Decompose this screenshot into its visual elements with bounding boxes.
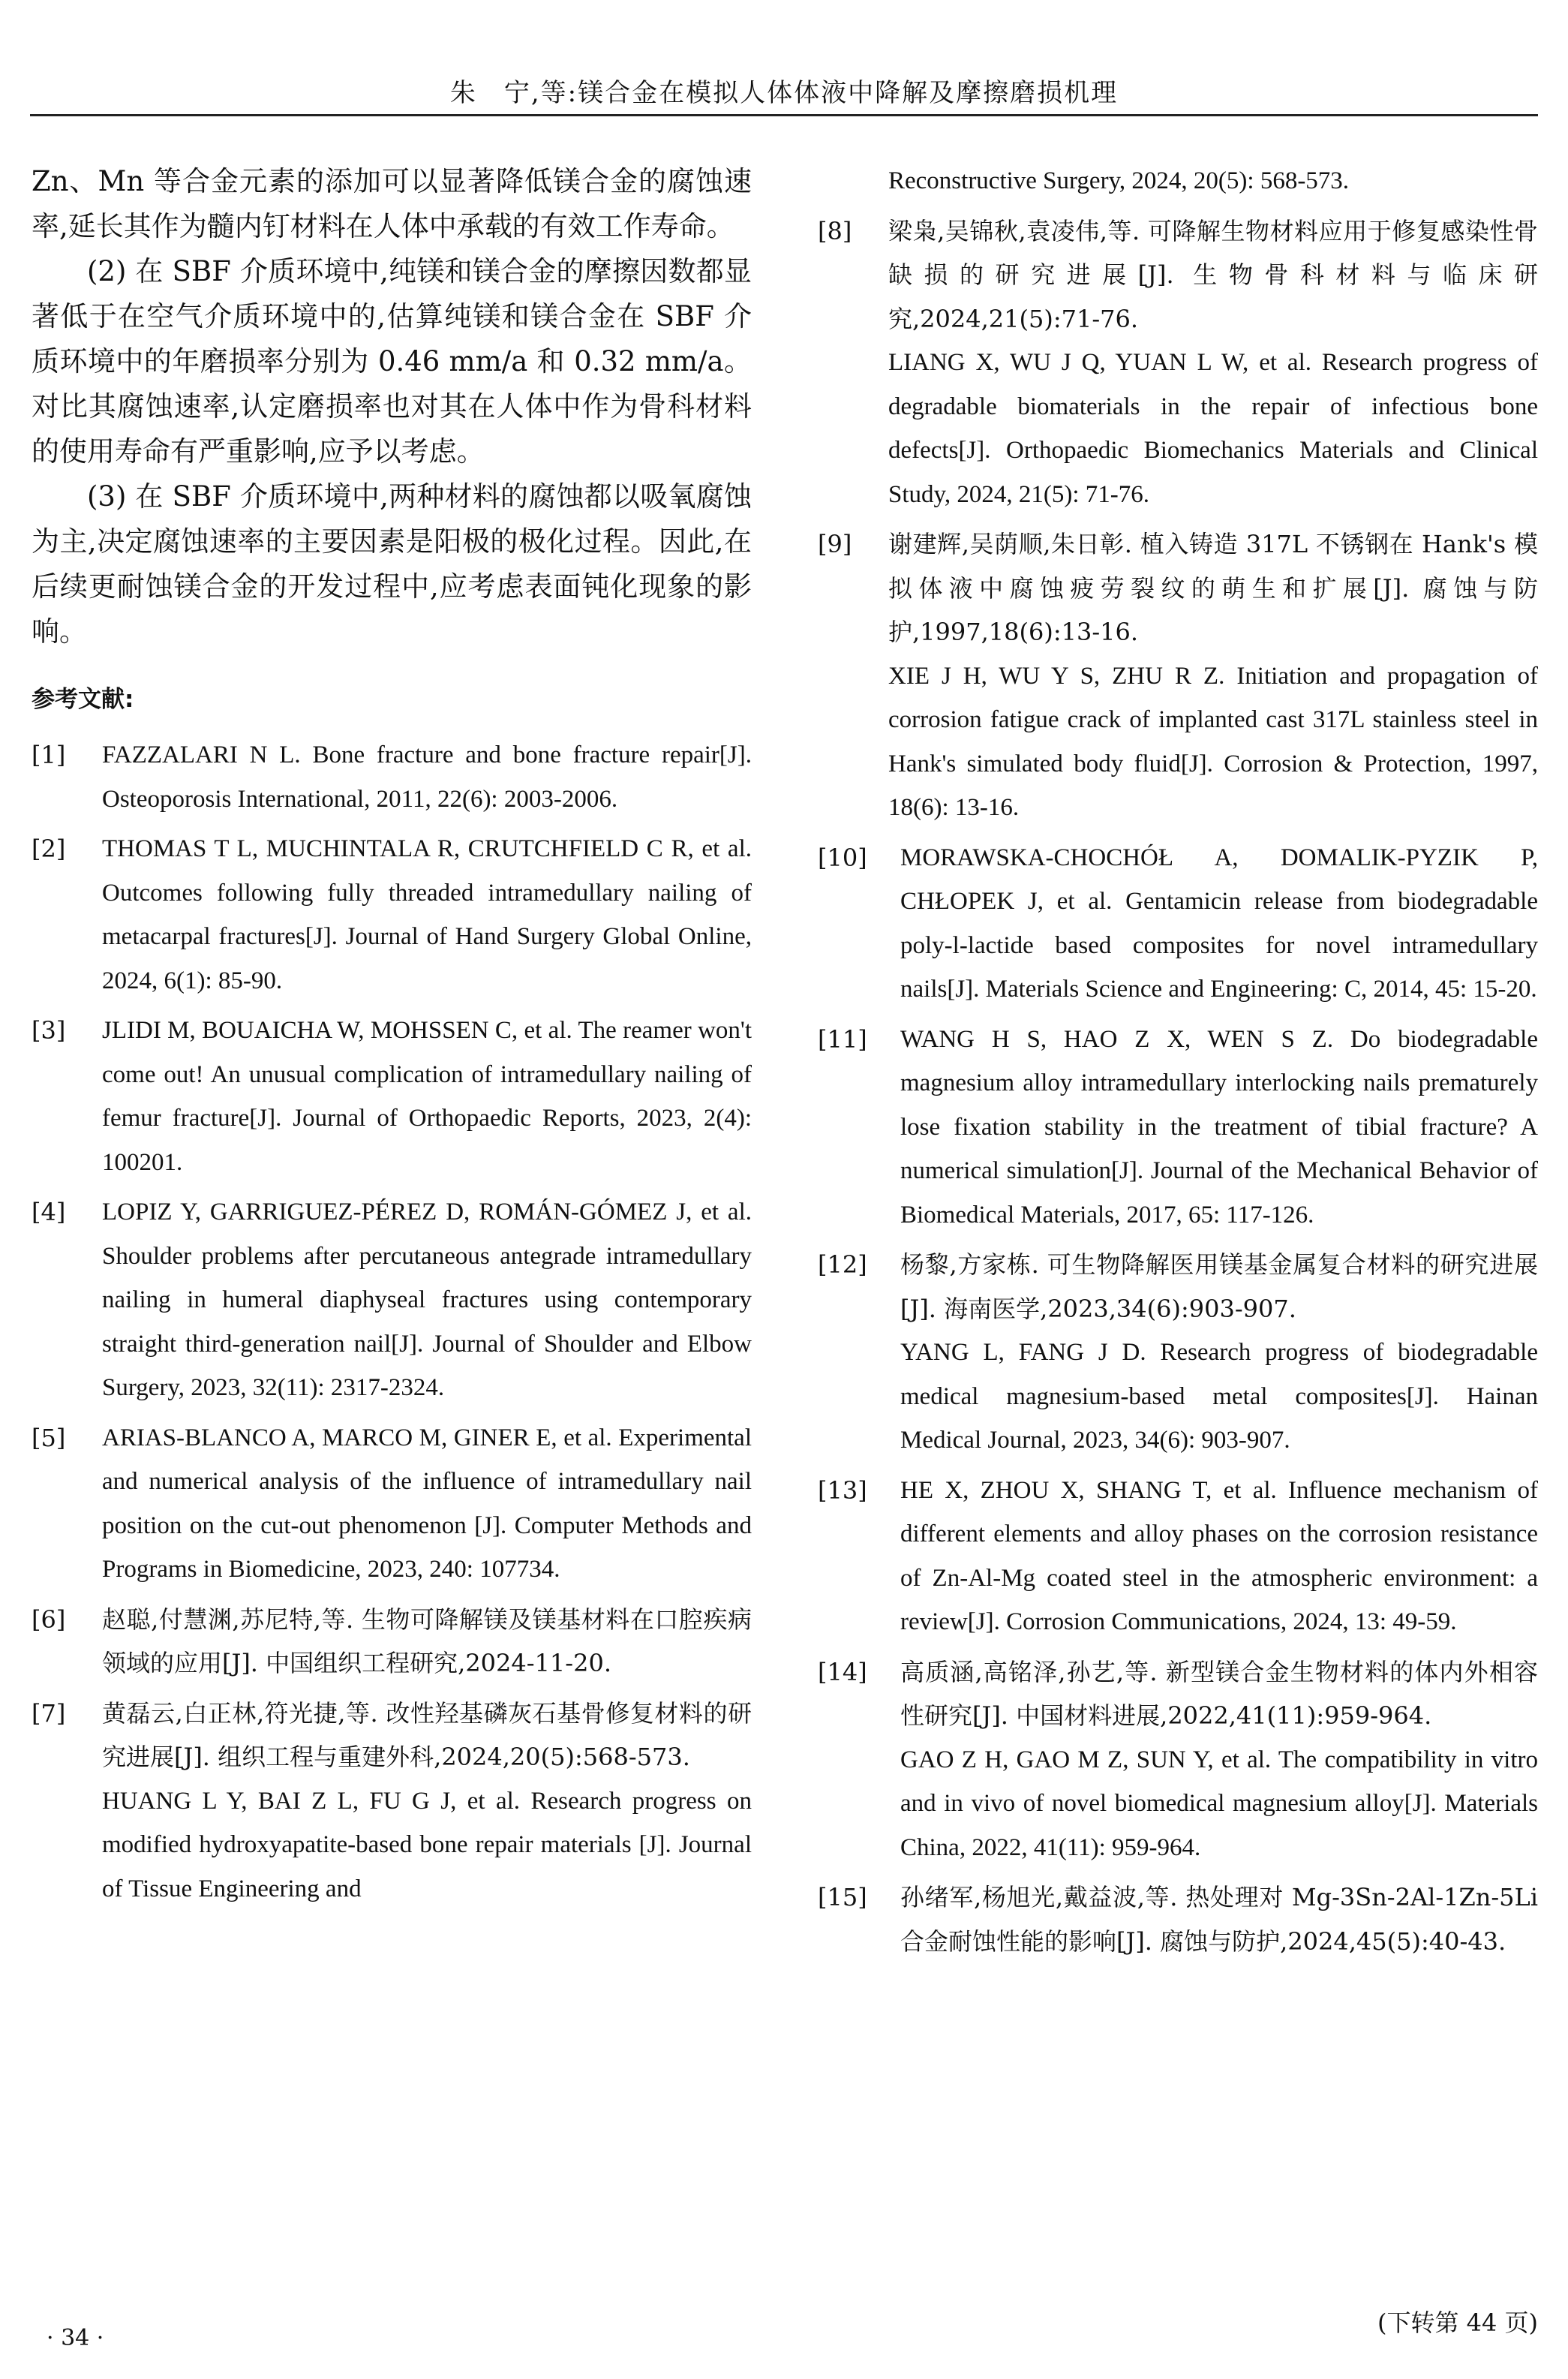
reference-text: 谢建辉,吴荫顺,朱日彰. 植入铸造 317L 不锈钢在 Hank's 模拟体液中腐蚀疲劳裂纹的萌生和扩展[J]. 腐蚀与防护,1997,18(6):13-16. <box>888 530 1538 646</box>
reference-number: [10] <box>818 843 867 872</box>
reference-item <box>32 1416 752 1592</box>
reference-text: THOMAS T L, MUCHINTALA R, CRUTCHFIELD C R, et al. Outcomes following fully threaded intramedullary nailing of metacarpal fractures[J]. Journal of Hand Surgery Global Online, 2024, 6(1): 85-90. <box>102 835 752 994</box>
reference-number: [7] <box>32 1698 66 1728</box>
reference-item <box>32 1009 752 1184</box>
reference-item <box>32 733 752 821</box>
reference-text-translation: XIE J H, WU Y S, ZHU R Z. Initiation and propagation of corrosion fatigue crack of implanted cast 317L stainless steel in Hank's simulated body fluid[J]. Corrosion & Protection, 1997, 18(6): 13-16. <box>888 662 1538 821</box>
reference-text-translation: LIANG X, WU J Q, YUAN L W, et al. Research progress of degradable biomaterials in the repair of infectious bone defects[J]. Orthopaedic Biomechanics Materials and Clinical Study, 2024, 21(5): 71-76. <box>888 349 1538 508</box>
reference-text: 赵聪,付慧渊,苏尼特,等. 生物可降解镁及镁基材料在口腔疾病领域的应用[J]. 中国组织工程研究,2024-11-20. <box>102 1605 752 1677</box>
reference-text: 梁枭,吴锦秋,袁凌伟,等. 可降解生物材料应用于修复感染性骨缺损的研究进展[J]. 生物骨科材料与临床研究,2024,21(5):71-76. <box>888 216 1538 333</box>
reference-text: LOPIZ Y, GARRIGUEZ-PÉREZ D, ROMÁN-GÓMEZ J, et al. Shoulder problems after percutaneous antegrade intramedullary nailing in humeral diaphyseal fractures using contemporary straight third-generation nail[J]. Journal of Shoulder and Elbow Surgery, 2023, 32(11): 2317-2324. <box>102 1199 752 1401</box>
reference-item-continued <box>818 159 1538 203</box>
reference-item <box>818 209 1538 517</box>
reference-text: 杨黎,方家栋. 可生物降解医用镁基金属复合材料的研究进展[J]. 海南医学,2023,34(6):903-907. <box>900 1250 1538 1323</box>
reference-number: [11] <box>818 1024 867 1054</box>
reference-text: HE X, ZHOU X, SHANG T, et al. Influence mechanism of different elements and alloy phases on the corrosion resistance of Zn-Al-Mg coated steel in the atmospheric environment: a review[J]. Corrosion Communications, 2024, 13: 49-59. <box>900 1476 1538 1635</box>
body-paragraph-conclusion-2: (2) 在 SBF 介质环境中,纯镁和镁合金的摩擦因数都显著低于在空气介质环境中的,估算纯镁和镁合金在 SBF 介质环境中的年磨损率分别为 0.46 mm/a 和 0.32 mm/a。对比其腐蚀速率,认定磨损率也对其在人体中作为骨科材料的使用寿命有严重影响,应予以考虑。 <box>32 255 752 468</box>
running-header: 朱 宁,等:镁合金在模拟人体体液中降解及摩擦磨损机理 <box>449 78 1119 108</box>
reference-text: WANG H S, HAO Z X, WEN S Z. Do biodegradable magnesium alloy intramedullary interlocking nails prematurely lose fixation stability in the treatment of tibial fracture? A numerical simulation[J]. Journal of the Mechanical Behavior of Biomedical Materials, 2017, 65: 117-126. <box>900 1025 1538 1229</box>
header-rule <box>30 114 1538 116</box>
reference-item <box>818 836 1538 1012</box>
body-paragraph-continued: Zn、Mn 等合金元素的添加可以显著降低镁合金的腐蚀速率,延长其作为髓内钉材料在人体中承载的有效工作寿命。 <box>32 165 752 242</box>
reference-number: [6] <box>32 1605 66 1634</box>
left-column <box>32 159 752 1917</box>
right-column <box>818 159 1538 1969</box>
reference-text: FAZZALARI N L. Bone fracture and bone fracture repair[J]. Osteoporosis International, 2011, 22(6): 2003-2006. <box>102 741 752 813</box>
reference-number: [9] <box>818 530 852 558</box>
reference-text: ARIAS-BLANCO A, MARCO M, GINER E, et al. Experimental and numerical analysis of the influence of intramedullary nail position on the cut-out phenomenon [J]. Computer Methods and Programs in Biomedicine, 2023, 240: 107734. <box>102 1424 752 1583</box>
reference-text: Reconstructive Surgery, 2024, 20(5): 568-573. <box>888 167 1350 194</box>
reference-number: [3] <box>32 1016 66 1045</box>
reference-number: [5] <box>32 1423 66 1452</box>
reference-number: [15] <box>818 1883 867 1911</box>
reference-text-translation: GAO Z H, GAO M Z, SUN Y, et al. The compatibility in vitro and in vivo of novel biomedical magnesium alloy[J]. Materials China, 2022, 41(11): 959-964. <box>900 1746 1538 1861</box>
reference-number: [12] <box>818 1250 867 1279</box>
body-paragraph-conclusion-3: (3) 在 SBF 介质环境中,两种材料的腐蚀都以吸氧腐蚀为主,决定腐蚀速率的主要因素是阳极的极化过程。因此,在后续更耐蚀镁合金的开发过程中,应考虑表面钝化现象的影响。 <box>32 480 752 648</box>
reference-number: [8] <box>818 216 852 245</box>
reference-text: 黄磊云,白正林,符光捷,等. 改性羟基磷灰石基骨修复材料的研究进展[J]. 组织工程与重建外科,2024,20(5):568-573. <box>102 1698 752 1771</box>
reference-item <box>818 1243 1538 1463</box>
reference-text: 孙绪军,杨旭光,戴益波,等. 热处理对 Mg-3Sn-2Al-1Zn-5Li 合金耐蚀性能的影响[J]. 腐蚀与防护,2024,45(5):40-43. <box>900 1883 1538 1956</box>
reference-number: [13] <box>818 1475 867 1505</box>
continued-note: (下转第 44 页) <box>1377 2308 1538 2337</box>
reference-number: [1] <box>32 741 66 769</box>
reference-item <box>818 1875 1538 1963</box>
reference-text-translation: YANG L, FANG J D. Research progress of biodegradable medical magnesium-based metal composites[J]. Hainan Medical Journal, 2023, 34(6): 903-907. <box>900 1339 1538 1454</box>
reference-item <box>818 1018 1538 1238</box>
reference-item <box>818 1469 1538 1644</box>
reference-item <box>32 1692 752 1911</box>
reference-item <box>32 1598 752 1686</box>
reference-item <box>818 522 1538 830</box>
reference-item <box>32 827 752 1003</box>
reference-text: 高质涵,高铭泽,孙艺,等. 新型镁合金生物材料的体内外相容性研究[J]. 中国材料进展,2022,41(11):959-964. <box>900 1657 1538 1730</box>
reference-text: JLIDI M, BOUAICHA W, MOHSSEN C, et al. The reamer won't come out! An unusual complication of intramedullary nailing of femur fracture[J]. Journal of Orthopaedic Reports, 2023, 2(4): 100201. <box>102 1017 752 1176</box>
reference-number: [2] <box>32 835 66 863</box>
references-heading: 参考文献: <box>32 686 134 713</box>
reference-item <box>818 1650 1538 1870</box>
page-number: · 34 · <box>47 2325 104 2351</box>
reference-text: MORAWSKA-CHOCHÓŁ A, DOMALIK-PYZIK P, CHŁOPEK J, et al. Gentamicin release from biodegradable poly-l-lactide based composites for novel intramedullary nails[J]. Materials Science and Engineering: C, 2014, 45: 15-20. <box>900 844 1538 1003</box>
reference-number: [4] <box>32 1198 66 1226</box>
reference-item <box>32 1190 752 1410</box>
reference-number: [14] <box>818 1657 867 1686</box>
reference-text-translation: HUANG L Y, BAI Z L, FU G J, et al. Research progress on modified hydroxyapatite-based bone repair materials [J]. Journal of Tissue Engineering and <box>102 1787 752 1902</box>
